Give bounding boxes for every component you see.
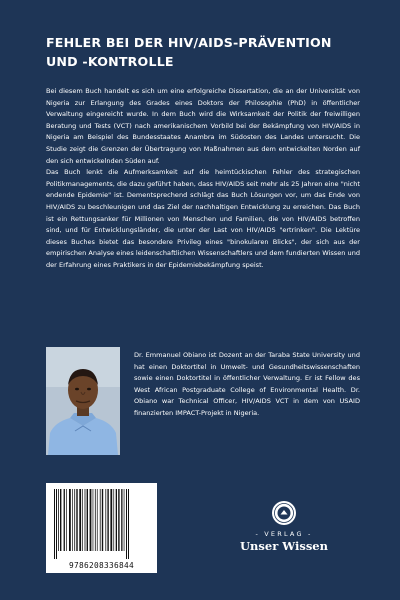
barcode-bar [102,489,103,551]
publisher-name: Unser Wissen [240,539,328,553]
barcode-bar [72,489,73,551]
barcode-bar [64,489,65,551]
barcode-bar [79,489,81,551]
barcode-bar [69,489,71,551]
barcode-bar [116,489,117,551]
isbn-barcode [46,483,157,573]
barcode-bar [60,489,61,551]
author-photo [46,347,120,455]
barcode-bar [95,489,96,551]
barcode-bar [93,489,94,551]
barcode-bar [121,489,122,551]
barcode-bar [113,489,114,551]
barcode-bar [118,489,119,551]
barcode-bar [97,489,98,551]
barcode-bar [85,489,86,551]
barcode-bar [58,489,59,551]
barcode-bar [76,489,77,551]
barcode-bars [52,489,151,559]
barcode-bar [54,489,55,559]
barcode-bar [87,489,88,551]
barcode-bar [66,489,67,551]
book-title: FEHLER BEI DER HIV/AIDS-PRÄVENTION UND -KONTROLLE [46,35,332,69]
barcode-bar [128,489,129,559]
author-portrait-image [46,347,120,455]
barcode-bar [100,489,101,551]
barcode-bar [90,489,92,551]
barcode-bar [82,489,83,551]
barcode-bar [74,489,75,551]
barcode-bar [107,489,108,551]
barcode-bar [124,489,125,551]
barcode-bar [105,489,106,551]
publisher-block [224,500,344,553]
isbn-number: 9786208336844 [69,561,134,570]
author-bio: Dr. Emmanuel Obiano ist Dozent an der Taraba State University und hat einen Doktortitel in Umwelt- und Gesundheitswissenschaften sowie einen Doktortitel in öffentlicher Verwaltung. Er ist Fellow des West African Postgraduate College of Environmental Health. Dr. Obiano war Technical Officer, HIV/AIDS VCT in dem von USAID finanzierten IMPACT-Projekt in Nigeria. [134,351,360,417]
publisher-tagline-text: VERLAG [264,530,304,538]
book-description [46,86,360,272]
barcode-bar [110,489,112,551]
description-paragraph-1: Bei diesem Buch handelt es sich um eine erfolgreiche Dissertation, die an der Universität von Nigeria zur Erlangung des Grades eines Doktors der Philosophie (PhD) in öffentlicher Verwaltung eingereicht wurde. In dem Buch wird die Wirksamkeit der Politik der freiwilligen Beratung und Tests (VCT) nach amerikanischem Vorbild bei der Bekämpfung von HIV/AIDS in Nigeria am Beispiel des Bundesstaates Anambra im Südosten des Landes untersucht. Die Studie zeigt die Grenzen der Übertragung von Maßnahmen aus dem entwickelten Norden auf den sich entwickelnden Süden auf. [46,87,360,165]
description-paragraph-2: Das Buch lenkt die Aufmerksamkeit auf die heimtückischen Fehler des strategischen Politikmanagements, die dazu geführt haben, dass HIV/AIDS seit mehr als 25 Jahren eine "nicht endende Epidemie" ist. Dementsprechend schlägt das Buch Lösungen vor, um das Ende von HIV/AIDS zu beschleunigen und das Ziel der nachhaltigen Entwicklung zu erreichen. Das Buch ist ein Rettungsanker für Millionen von Menschen und Familien, die von HIV/AIDS betroffen sind, und für Entwicklungsländer, die unter der Last von HIV/AIDS "ertrinken". Die Lektüre dieses Buches bietet das besondere Privileg eines "binokularen Blicks", der sich aus der empirischen Analyse eines leidenschaftlichen Wissenschaftlers und dem fundierten Wissen und der Erfahrung eines Praktikers in der Epidemiebekämpfung speist. [46,168,360,269]
barcode-bar [56,489,57,559]
publisher-tagline: - VERLAG - [255,530,313,538]
barcode-bar [126,489,127,559]
publisher-seal-icon [271,500,297,526]
